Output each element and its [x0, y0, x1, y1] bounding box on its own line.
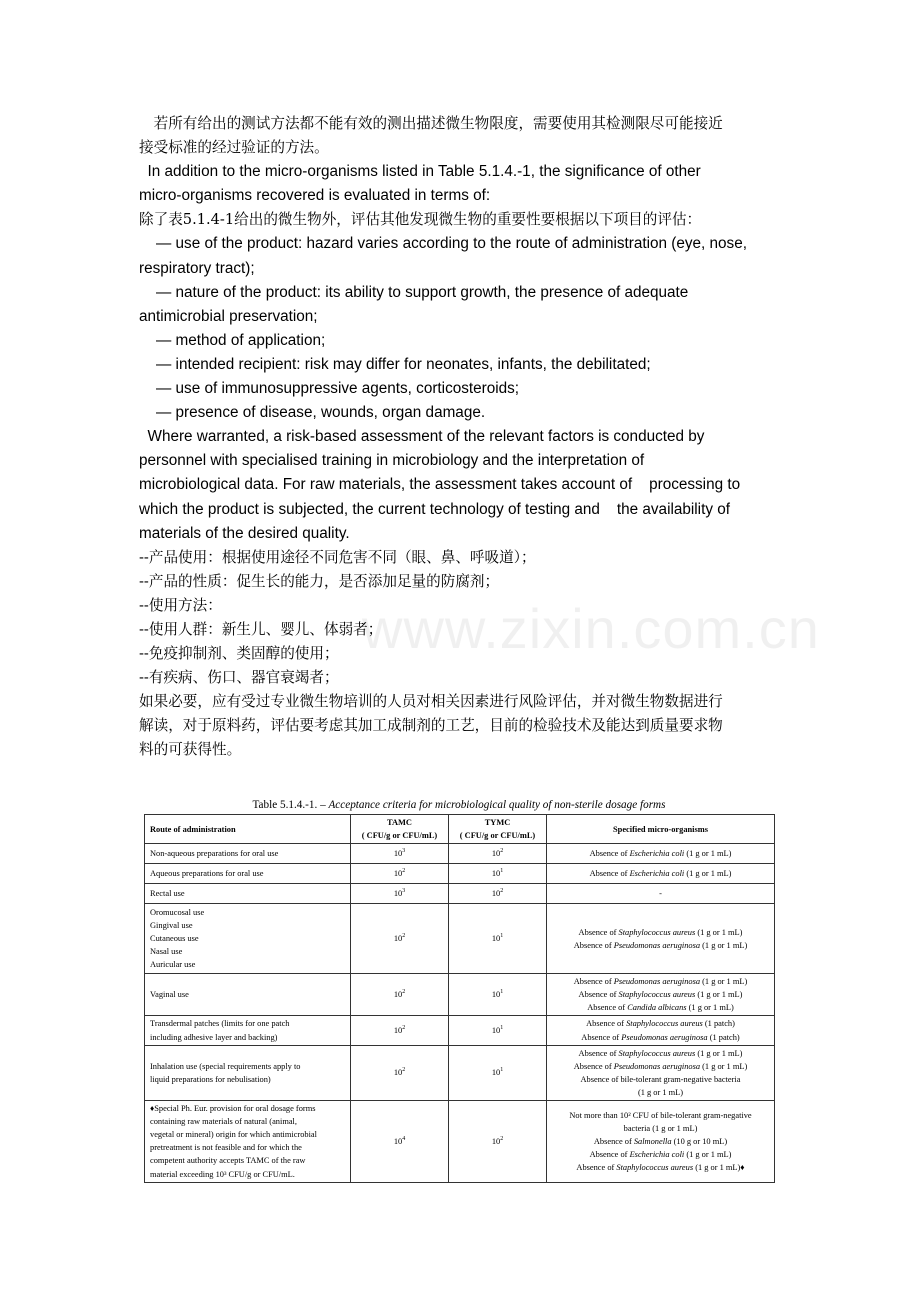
- route-line: Gingival use: [150, 921, 193, 931]
- organism-name: Escherichia coli: [629, 869, 685, 879]
- specified-text: Not more than 10² CFU of bile-tolerant gram-negative: [569, 1110, 752, 1120]
- organism-name: Pseudomonas aeruginosa: [621, 1032, 708, 1042]
- tymc-exponent: 1: [500, 933, 504, 940]
- specified-line: [552, 939, 769, 952]
- organism-name: Staphylococcus aureus: [618, 927, 696, 937]
- text-line: In addition to the micro-organisms listed in Table 5.1.4.-1, the significance of other: [139, 163, 701, 181]
- cell-tamc: [351, 864, 449, 884]
- specified-line: [552, 1031, 769, 1044]
- text-line: micro-organisms recovered is evaluated in terms of:: [139, 187, 491, 205]
- specified-text: (1 g or 1 mL): [695, 927, 743, 937]
- header-tymc-unit: ( CFU/g or CFU/mL): [459, 831, 536, 841]
- organism-name: Pseudomonas aeruginosa: [613, 1061, 701, 1071]
- table-row: [145, 974, 775, 1016]
- route-line: vegetal or mineral) origin for which antimicrobial: [150, 1130, 317, 1140]
- route-line: containing raw materials of natural (animal,: [150, 1117, 297, 1127]
- specified-text: (10 g or 10 mL): [671, 1136, 728, 1146]
- specified-text: Absence of: [587, 1003, 628, 1013]
- cell-route: [145, 884, 351, 904]
- organism-name: Pseudomonas aeruginosa: [613, 940, 701, 950]
- specified-text: Absence of: [578, 990, 619, 1000]
- route-line: Vaginal use: [150, 990, 189, 1000]
- tamc-exponent: 2: [402, 1025, 406, 1032]
- table-caption: [144, 796, 774, 814]
- specified-text: Absence of: [586, 1019, 627, 1029]
- organism-name: Staphylococcus aureus: [618, 990, 696, 1000]
- specified-line: [552, 1135, 769, 1148]
- cell-tamc: [351, 844, 449, 864]
- text-line: 料的可获得性。: [139, 741, 242, 759]
- specified-line: [552, 1122, 769, 1135]
- cell-tymc: [449, 884, 547, 904]
- route-line: Transdermal patches (limits for one patch: [150, 1019, 290, 1029]
- specified-line: [552, 1060, 769, 1073]
- specified-text: Absence of: [589, 869, 630, 879]
- specified-line: [552, 1148, 769, 1161]
- tamc-base: 10: [393, 934, 403, 944]
- specified-text: (1 g or 1 mL): [684, 849, 732, 859]
- specified-text: Absence of: [573, 940, 614, 950]
- specified-text: (1 g or 1 mL): [700, 977, 748, 987]
- tamc-exponent: 3: [402, 888, 406, 895]
- tamc-exponent: 3: [402, 848, 406, 855]
- tamc-base: 10: [393, 889, 403, 899]
- watermark: www.zixin.com.cn: [362, 597, 820, 660]
- table-row: [145, 884, 775, 904]
- route-line: Nasal use: [150, 947, 183, 957]
- cell-route: [145, 1101, 351, 1183]
- organism-name: Salmonella: [633, 1136, 672, 1146]
- table-row: [145, 1045, 775, 1100]
- tamc-exponent: 2: [402, 989, 406, 996]
- tamc-base: 10: [393, 990, 403, 1000]
- tamc-base: 10: [393, 1068, 403, 1078]
- text-line: --使用人群：新生儿、婴儿、体弱者；: [139, 620, 383, 638]
- text-line: Where warranted, a risk-based assessment of the relevant factors is conducted by: [139, 428, 705, 446]
- tymc-exponent: 1: [500, 1067, 504, 1074]
- tymc-base: 10: [491, 934, 501, 944]
- specified-line: [552, 887, 769, 900]
- route-line: including adhesive layer and backing): [150, 1032, 278, 1042]
- text-line: — method of application;: [139, 331, 326, 349]
- cell-route: [145, 904, 351, 974]
- tamc-exponent: 4: [402, 1135, 406, 1142]
- header-tymc: [449, 815, 547, 844]
- specified-line: [552, 1161, 769, 1174]
- tamc-exponent: 2: [402, 933, 406, 940]
- table-row: [145, 904, 775, 974]
- specified-line: [552, 1073, 769, 1086]
- cell-tymc: [449, 1016, 547, 1045]
- tamc-exponent: 2: [402, 1067, 406, 1074]
- tamc-base: 10: [393, 869, 403, 879]
- cell-route: [145, 1045, 351, 1100]
- cell-tymc: [449, 974, 547, 1016]
- specified-text: Absence of: [593, 1136, 634, 1146]
- specified-line: [552, 975, 769, 988]
- organism-name: Pseudomonas aeruginosa: [613, 977, 701, 987]
- specified-line: [552, 1001, 769, 1014]
- text-line: 除了表5.1.4-1给出的微生物外，评估其他发现微生物的重要性要根据以下项目的评估：: [139, 211, 702, 229]
- text-line: personnel with specialised training in microbiology and the interpretation of: [139, 452, 645, 470]
- cell-tymc: [449, 1045, 547, 1100]
- cell-tamc: [351, 1045, 449, 1100]
- text-line: — presence of disease, wounds, organ damage.: [139, 404, 486, 422]
- tamc-base: 10: [393, 849, 403, 859]
- text-line: materials of the desired quality.: [139, 524, 350, 542]
- text-line: which the product is subjected, the current technology of testing and the availability of: [139, 500, 730, 518]
- specified-text: Absence of: [573, 977, 614, 987]
- tymc-base: 10: [491, 869, 501, 879]
- specified-text: bacteria (1 g or 1 mL): [623, 1123, 698, 1133]
- cell-route: [145, 844, 351, 864]
- organism-name: Escherichia coli: [629, 849, 685, 859]
- text-line: --产品使用：根据使用途径不同危害不同（眼、鼻、呼吸道）；: [139, 548, 536, 566]
- route-line: material exceeding 10³ CFU/g or CFU/mL.: [150, 1169, 295, 1179]
- specified-text: (1 patch): [702, 1019, 735, 1029]
- cell-tymc: [449, 864, 547, 884]
- tymc-base: 10: [491, 1068, 501, 1078]
- specified-line: [552, 988, 769, 1001]
- tymc-exponent: 2: [500, 848, 504, 855]
- specified-text: (1 g or 1 mL)♦: [693, 1162, 745, 1172]
- specified-text: Absence of: [576, 1162, 617, 1172]
- route-line: Aqueous preparations for oral use: [150, 869, 264, 879]
- cell-route: [145, 974, 351, 1016]
- specified-text: Absence of: [589, 849, 630, 859]
- tymc-base: 10: [491, 1026, 501, 1036]
- organism-name: Candida albicans: [627, 1003, 687, 1013]
- table-row: [145, 1016, 775, 1045]
- text-line: — use of immunosuppressive agents, corticosteroids;: [139, 380, 520, 398]
- cell-tymc: [449, 1101, 547, 1183]
- text-line: --有疾病、伤口、器官衰竭者；: [139, 669, 339, 687]
- specified-text: (1 g or 1 mL): [695, 1048, 743, 1058]
- text-line: --免疫抑制剂、类固醇的使用；: [139, 645, 339, 663]
- route-line: competent authority accepts TAMC of the raw: [150, 1156, 306, 1166]
- cell-tamc: [351, 1016, 449, 1045]
- cell-tamc: [351, 904, 449, 974]
- text-line: 接受标准的经过验证的方法。: [139, 139, 329, 157]
- cell-tamc: [351, 974, 449, 1016]
- cell-specified: [547, 864, 775, 884]
- tymc-base: 10: [491, 889, 501, 899]
- table-header-row: [145, 815, 775, 844]
- cell-route: [145, 1016, 351, 1045]
- header-specified: Specified micro-organisms: [547, 815, 775, 844]
- specified-text: (1 g or 1 mL): [700, 940, 748, 950]
- specified-text: Absence of bile-tolerant gram-negative bacteria: [580, 1074, 741, 1084]
- text-line: antimicrobial preservation;: [139, 307, 318, 325]
- tymc-exponent: 2: [500, 888, 504, 895]
- specified-line: [552, 926, 769, 939]
- tamc-exponent: 2: [402, 868, 406, 875]
- text-line: --使用方法：: [139, 596, 222, 614]
- cell-specified: [547, 974, 775, 1016]
- text-line: 若所有给出的测试方法都不能有效的测出描述微生物限度，需要使用其检测限尽可能接近: [139, 115, 723, 132]
- table-row: [145, 864, 775, 884]
- body-text: [139, 112, 789, 763]
- route-line: ♦Special Ph. Eur. provision for oral dosage forms: [150, 1104, 316, 1114]
- specified-text: (1 g or 1 mL): [684, 1149, 732, 1159]
- table-caption-prefix: Table 5.1.4.-1. –: [252, 799, 329, 811]
- specified-text: (1 g or 1 mL): [637, 1087, 684, 1097]
- text-line: 解读，对于原料药，评估要考虑其加工成制剂的工艺，目前的检验技术及能达到质量要求物: [139, 717, 723, 735]
- cell-specified: [547, 1101, 775, 1183]
- specified-line: [552, 847, 769, 860]
- organism-name: Staphylococcus aureus: [616, 1162, 694, 1172]
- specified-line: [552, 867, 769, 880]
- route-line: Auricular use: [150, 960, 196, 970]
- route-line: Rectal use: [150, 889, 185, 899]
- route-line: Oromucosal use: [150, 907, 205, 917]
- specified-text: Absence of: [573, 1061, 614, 1071]
- specified-text: (1 patch): [707, 1032, 740, 1042]
- tymc-base: 10: [491, 1136, 501, 1146]
- text-line: — nature of the product: its ability to support growth, the presence of adequate: [139, 283, 689, 301]
- text-line: 如果必要，应有受过专业微生物培训的人员对相关因素进行风险评估，并对微生物数据进行: [139, 693, 723, 711]
- table-caption-title: Acceptance criteria for microbiological quality of non-sterile dosage forms: [328, 799, 666, 811]
- table-row: [145, 1101, 775, 1183]
- organism-name: Staphylococcus aureus: [626, 1019, 703, 1029]
- specified-line: [552, 1017, 769, 1030]
- specified-line: [552, 1047, 769, 1060]
- cell-route: [145, 864, 351, 884]
- cell-tymc: [449, 904, 547, 974]
- tymc-base: 10: [491, 849, 501, 859]
- route-line: Inhalation use (special requirements apply to: [150, 1061, 301, 1071]
- cell-specified: [547, 844, 775, 864]
- cell-specified: [547, 1045, 775, 1100]
- cell-specified: [547, 1016, 775, 1045]
- tymc-base: 10: [491, 990, 501, 1000]
- text-line: — use of the product: hazard varies according to the route of administration (eye, nose,: [139, 235, 747, 253]
- tamc-base: 10: [393, 1136, 403, 1146]
- acceptance-criteria-table: [144, 814, 775, 1183]
- tymc-exponent: 1: [500, 1025, 504, 1032]
- cell-specified: [547, 904, 775, 974]
- header-tymc-label: TYMC: [484, 818, 511, 827]
- tamc-base: 10: [393, 1026, 403, 1036]
- specified-text: (1 g or 1 mL): [700, 1061, 748, 1071]
- header-tamc-label: TAMC: [387, 818, 412, 827]
- specified-text: -: [659, 889, 662, 899]
- specified-text: Absence of: [578, 1048, 619, 1058]
- route-line: Cutaneous use: [150, 934, 199, 944]
- specified-text: Absence of: [589, 1149, 630, 1159]
- specified-line: [552, 1109, 769, 1122]
- text-line: respiratory tract);: [139, 259, 255, 277]
- specified-text: (1 g or 1 mL): [686, 1003, 734, 1013]
- organism-name: Escherichia coli: [629, 1149, 685, 1159]
- cell-tymc: [449, 844, 547, 864]
- text-line: — intended recipient: risk may differ for neonates, infants, the debilitated;: [139, 355, 651, 373]
- text-line: --产品的性质：促生长的能力，是否添加足量的防腐剂；: [139, 572, 500, 590]
- tymc-exponent: 1: [500, 868, 504, 875]
- specified-text: Absence of: [581, 1032, 622, 1042]
- specified-text: (1 g or 1 mL): [684, 869, 732, 879]
- route-line: Non-aqueous preparations for oral use: [150, 849, 279, 859]
- header-route: Route of administration: [145, 815, 351, 844]
- cell-tamc: [351, 1101, 449, 1183]
- route-line: pretreatment is not feasible and for which the: [150, 1143, 302, 1153]
- cell-tamc: [351, 884, 449, 904]
- cell-specified: [547, 884, 775, 904]
- specified-text: Absence of: [578, 927, 619, 937]
- header-tamc-unit: ( CFU/g or CFU/mL): [361, 831, 438, 841]
- route-line: liquid preparations for nebulisation): [150, 1074, 271, 1084]
- header-tamc: [351, 815, 449, 844]
- tymc-exponent: 1: [500, 989, 504, 996]
- organism-name: Staphylococcus aureus: [618, 1048, 696, 1058]
- tymc-exponent: 2: [500, 1135, 504, 1142]
- specified-text: (1 g or 1 mL): [695, 990, 743, 1000]
- specified-line: [552, 1086, 769, 1099]
- criteria-table-section: [144, 796, 774, 1183]
- table-row: [145, 844, 775, 864]
- text-line: microbiological data. For raw materials, the assessment takes account of processing to: [139, 476, 741, 494]
